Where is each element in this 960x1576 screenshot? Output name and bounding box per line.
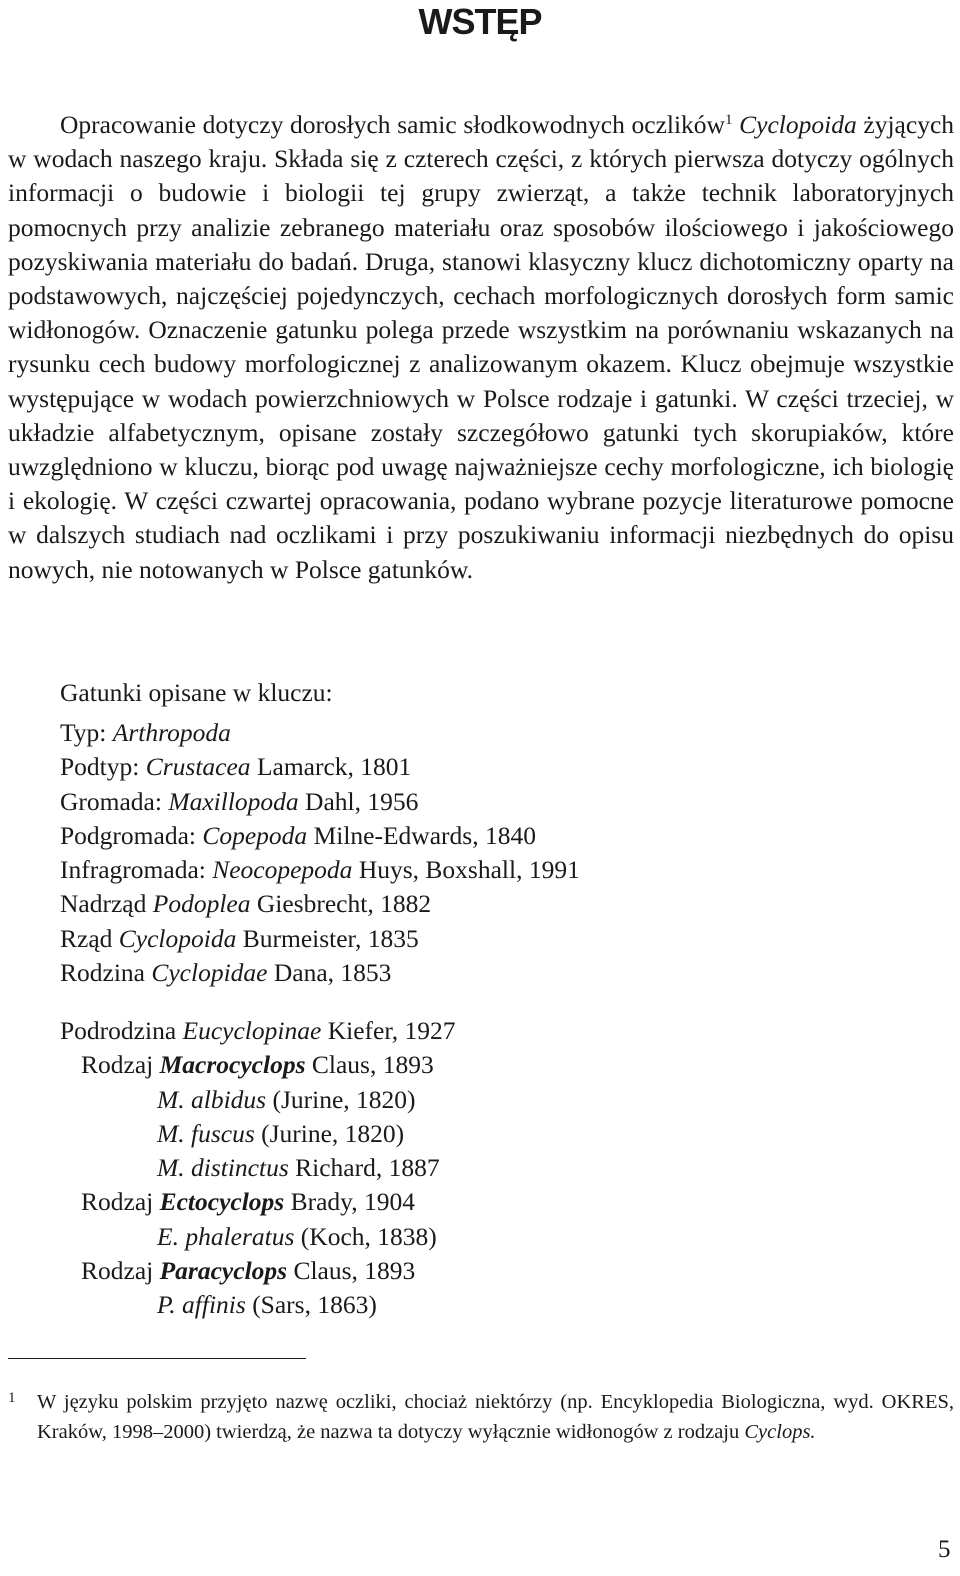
taxon-rank: Rodzaj [81,1050,154,1080]
taxon-author: Dana, 1853 [273,958,392,988]
taxon-line [60,750,580,784]
taxon-line [60,716,580,750]
taxon-name: Cyclopidae [151,958,268,988]
taxon-author: Lamarck, 1801 [256,752,412,782]
species-line [60,1220,456,1254]
genus-line [60,1048,456,1082]
subfamily-line [60,1014,456,1048]
taxon-name: Cyclopoida [118,923,237,953]
genus-line [60,1254,456,1288]
taxon-name: Crustacea [145,752,251,782]
footnote-text [37,1387,954,1447]
taxon-author: (Jurine, 1820) [261,1118,405,1148]
footnote-divider [8,1358,306,1359]
taxon-name: Podoplea [152,889,251,919]
intro-text-start: Opracowanie dotyczy dorosłych samic słodkowodnych oczlików [60,110,725,139]
intro-paragraph [8,108,954,587]
taxon-rank: Gromada: [60,786,162,816]
taxon-author: Kiefer, 1927 [327,1016,456,1045]
taxon-rank: Typ: [60,718,107,747]
species-line [60,1288,456,1322]
taxonomic-hierarchy [60,716,580,990]
footnote-body: W języku polskim przyjęto nazwę oczliki, chociaż niektórzy (np. Encyklopedia Biologiczna, wyd. OKRES, Kraków, 1998–2000) twierdzą, że nazwa ta dotyczy wyłącznie widłonogów z rodzaju [37,1391,954,1443]
species-name: M. albidus [157,1084,267,1114]
species-line [60,1083,456,1117]
species-line [60,1151,456,1185]
species-name: M. fuscus [157,1118,255,1148]
taxon-line [60,956,580,990]
taxon-rank: Nadrząd [60,889,147,919]
taxon-author: Claus, 1893 [293,1256,416,1286]
taxon-name: Neocopepoda [212,855,353,885]
taxon-name: Copepoda [202,820,308,850]
taxon-rank: Podtyp: [60,752,140,782]
taxon-line [60,887,580,921]
taxon-rank: Rodzina [60,958,145,988]
taxon-author: Giesbrecht, 1882 [256,889,432,919]
genus-name: Paracyclops [159,1256,288,1286]
page-number: 5 [938,1536,951,1563]
intro-text-rest: żyjących w wodach naszego kraju. Składa się z czterech części, z których pierwsza dotyczy ogólnych informacji o budowie i biologii tej grupy zwierząt, a także technik laboratoryjnych pomocnych przy analizie zebranego materiału oraz sposobów ilościowego i jakościowego pozyskiwania materiału do badań. Druga, stanowi klasyczny klucz dichotomiczny oparty na podstawowych, najczęściej pojedynczych, cechach morfologicznych dorosłych form samic widłonogów. Oznaczenie gatunku polega przede wszystkim na porównaniu wskazanych na rysunku cech budowy morfologicznej z analizowanym okazem. Klucz obejmuje wszystkie występujące w wodach powierzchniowych w Polsce rodzaje i gatunki. W części trzeciej, w układzie alfabetycznym, opisane zostały szczegółowo gatunki tych skorupiaków, które uwzględniono w kluczu, biorąc pod uwagę najważniejsze cechy morfologiczne, ich biologię i ekologię. W części czwartej opracowania, podano wybrane pozycje literaturowe pomocne w dalszych studiach nad oczlikami i przy poszukiwaniu informacji niezbędnych do opisu nowych, nie notowanych w Polsce gatunków. [8,110,955,584]
taxon-rank: Podgromada: [60,820,196,850]
species-name: E. phaleratus [157,1221,295,1251]
taxon-name: Eucyclopinae [182,1016,322,1045]
species-list-heading: Gatunki opisane w kluczu: [60,678,333,707]
taxon-author: Brady, 1904 [290,1187,416,1217]
taxon-rank: Rodzaj [81,1187,154,1217]
taxon-author: Claus, 1893 [311,1050,434,1080]
taxon-author: Dahl, 1956 [305,786,419,816]
taxon-line [60,922,580,956]
taxon-rank: Rząd [60,923,113,953]
taxon-rank: Infragromada: [60,855,206,885]
footnote-number: 1 [8,1390,16,1406]
taxon-line [60,819,580,853]
intro-taxon-name: Cyclopoida [739,110,857,139]
genus-name: Macrocyclops [159,1050,306,1080]
taxon-author: Huys, Boxshall, 1991 [358,855,580,885]
genus-line [60,1185,456,1219]
taxon-line [60,785,580,819]
species-name: M. distinctus [157,1153,289,1183]
subfamily-section [60,1014,456,1323]
taxon-rank: Rodzaj [81,1256,154,1286]
taxon-author: Richard, 1887 [295,1153,440,1183]
taxon-author: (Koch, 1838) [300,1221,437,1251]
taxon-author: Milne-Edwards, 1840 [313,820,536,850]
taxon-rank: Podrodzina [60,1016,177,1045]
taxon-line [60,853,580,887]
footnote [8,1387,954,1447]
taxon-name: Maxillopoda [168,786,299,816]
taxon-name: Arthropoda [112,718,231,747]
taxon-author: (Jurine, 1820) [272,1084,416,1114]
footnote-reference[interactable]: 1 [724,112,733,128]
species-name: P. affinis [157,1290,246,1320]
genus-name: Ectocyclops [159,1187,285,1217]
species-line [60,1117,456,1151]
taxon-author: (Sars, 1863) [252,1290,377,1320]
taxon-author: Burmeister, 1835 [242,923,419,953]
footnote-italic: Cyclops. [744,1421,816,1443]
page-title: WSTĘP [418,1,542,42]
